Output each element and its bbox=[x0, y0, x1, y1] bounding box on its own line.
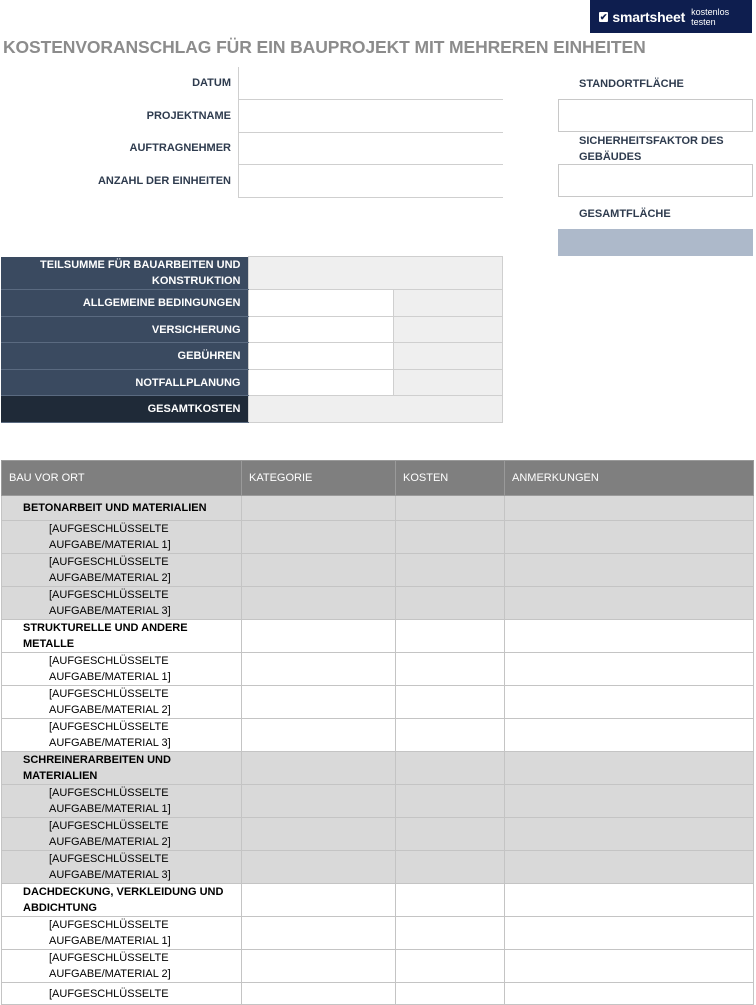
kategorie-cell[interactable] bbox=[242, 851, 396, 884]
allgemeine-rate-input[interactable] bbox=[248, 290, 393, 317]
table-row bbox=[2, 950, 754, 983]
kategorie-cell[interactable] bbox=[242, 752, 396, 785]
kategorie-cell[interactable] bbox=[242, 719, 396, 752]
anmerkungen-cell[interactable] bbox=[505, 950, 754, 983]
summary-label-allgemeine: ALLGEMEINE BEDINGUNGEN bbox=[1, 290, 248, 317]
table-row bbox=[2, 686, 754, 719]
kosten-cell[interactable] bbox=[396, 496, 505, 521]
item-cell[interactable]: [AUFGESCHLÜSSELTE AUFGABE/MATERIAL 2] bbox=[2, 554, 242, 587]
kategorie-cell[interactable] bbox=[242, 917, 396, 950]
kategorie-cell[interactable] bbox=[242, 587, 396, 620]
item-cell[interactable]: [AUFGESCHLÜSSELTE AUFGABE/MATERIAL 3] bbox=[2, 587, 242, 620]
category-cell[interactable]: BETONARBEIT UND MATERIALIEN bbox=[2, 496, 242, 521]
site-work-table bbox=[1, 460, 754, 1005]
header-anmerkungen: ANMERKUNGEN bbox=[505, 461, 754, 496]
table-row bbox=[2, 496, 754, 521]
gesamtkosten-value bbox=[248, 396, 502, 423]
summary-label-gesamtkosten: GESAMTKOSTEN bbox=[1, 396, 248, 423]
gebuehren-amount bbox=[393, 343, 502, 370]
anmerkungen-cell[interactable] bbox=[505, 851, 754, 884]
standortflaeche-field[interactable] bbox=[558, 99, 753, 132]
label-projektname: PROJEKTNAME bbox=[146, 110, 231, 122]
kategorie-cell[interactable] bbox=[242, 785, 396, 818]
kategorie-cell[interactable] bbox=[242, 686, 396, 719]
kosten-cell[interactable] bbox=[396, 554, 505, 587]
anmerkungen-cell[interactable] bbox=[505, 653, 754, 686]
anmerkungen-cell[interactable] bbox=[505, 554, 754, 587]
kosten-cell[interactable] bbox=[396, 620, 505, 653]
try-free-link[interactable]: kostenlos testen bbox=[691, 6, 730, 27]
kategorie-cell[interactable] bbox=[242, 620, 396, 653]
kosten-cell[interactable] bbox=[396, 818, 505, 851]
notfall-amount bbox=[393, 370, 502, 396]
header-bau-vor-ort: BAU VOR ORT bbox=[2, 461, 242, 496]
item-cell[interactable]: [AUFGESCHLÜSSELTE AUFGABE/MATERIAL 1] bbox=[2, 917, 242, 950]
label-auftragnehmer: AUFTRAGNEHMER bbox=[129, 142, 231, 154]
item-cell[interactable]: [AUFGESCHLÜSSELTE AUFGABE/MATERIAL 3] bbox=[2, 719, 242, 752]
anmerkungen-cell[interactable] bbox=[505, 587, 754, 620]
anmerkungen-cell[interactable] bbox=[505, 521, 754, 554]
item-cell[interactable]: [AUFGESCHLÜSSELTE AUFGABE/MATERIAL 2] bbox=[2, 818, 242, 851]
teilsumme-value bbox=[248, 257, 502, 290]
anmerkungen-cell[interactable] bbox=[505, 884, 754, 917]
kosten-cell[interactable] bbox=[396, 521, 505, 554]
kosten-cell[interactable] bbox=[396, 653, 505, 686]
header-kategorie: KATEGORIE bbox=[242, 461, 396, 496]
kategorie-cell[interactable] bbox=[242, 983, 396, 1005]
label-standortflaeche: STANDORTFLÄCHE bbox=[579, 78, 684, 90]
anmerkungen-cell[interactable] bbox=[505, 496, 754, 521]
kategorie-cell[interactable] bbox=[242, 950, 396, 983]
gesamtflaeche-value bbox=[558, 229, 753, 256]
table-row bbox=[2, 917, 754, 950]
header-kosten: KOSTEN bbox=[396, 461, 505, 496]
anmerkungen-cell[interactable] bbox=[505, 983, 754, 1005]
category-cell[interactable]: DACHDECKUNG, VERKLEIDUNG UND ABDICHTUNG bbox=[2, 884, 242, 917]
anmerkungen-cell[interactable] bbox=[505, 686, 754, 719]
kosten-cell[interactable] bbox=[396, 752, 505, 785]
kategorie-cell[interactable] bbox=[242, 884, 396, 917]
kosten-cell[interactable] bbox=[396, 686, 505, 719]
anmerkungen-cell[interactable] bbox=[505, 719, 754, 752]
versicherung-amount bbox=[393, 317, 502, 343]
allgemeine-amount bbox=[393, 290, 502, 317]
anmerkungen-cell[interactable] bbox=[505, 752, 754, 785]
category-cell[interactable]: STRUKTURELLE UND ANDERE METALLE bbox=[2, 620, 242, 653]
table-row bbox=[2, 521, 754, 554]
table-row bbox=[2, 983, 754, 1005]
gebuehren-rate-input[interactable] bbox=[248, 343, 393, 370]
table-row bbox=[2, 554, 754, 587]
kategorie-cell[interactable] bbox=[242, 653, 396, 686]
table-row bbox=[2, 752, 754, 785]
table-row bbox=[2, 851, 754, 884]
item-cell[interactable]: [AUFGESCHLÜSSELTE AUFGABE/MATERIAL 1] bbox=[2, 653, 242, 686]
kosten-cell[interactable] bbox=[396, 983, 505, 1005]
item-cell[interactable]: [AUFGESCHLÜSSELTE AUFGABE/MATERIAL 3] bbox=[2, 851, 242, 884]
kosten-cell[interactable] bbox=[396, 587, 505, 620]
table-row bbox=[2, 884, 754, 917]
kategorie-cell[interactable] bbox=[242, 521, 396, 554]
anmerkungen-cell[interactable] bbox=[505, 620, 754, 653]
table-row bbox=[2, 785, 754, 818]
kosten-cell[interactable] bbox=[396, 884, 505, 917]
versicherung-rate-input[interactable] bbox=[248, 317, 393, 343]
summary-label-teilsumme: TEILSUMME FÜR BAUARBEITEN UND KONSTRUKTION bbox=[1, 257, 248, 290]
summary-label-versicherung: VERSICHERUNG bbox=[1, 317, 248, 343]
label-datum: DATUM bbox=[192, 77, 231, 89]
table-row bbox=[2, 653, 754, 686]
sicherheitsfaktor-field[interactable] bbox=[558, 164, 753, 197]
projektname-field[interactable] bbox=[238, 100, 503, 133]
label-anzahl-einheiten: ANZAHL DER EINHEITEN bbox=[97, 175, 231, 187]
page-title: KOSTENVORANSCHLAG FÜR EIN BAUPROJEKT MIT MEHREREN EINHEITEN bbox=[3, 37, 646, 57]
table-row bbox=[2, 818, 754, 851]
kategorie-cell[interactable] bbox=[242, 818, 396, 851]
table-row bbox=[2, 719, 754, 752]
item-cell[interactable]: [AUFGESCHLÜSSELTE AUFGABE/MATERIAL 2] bbox=[2, 686, 242, 719]
auftragnehmer-field[interactable] bbox=[238, 133, 503, 165]
cost-summary-table bbox=[1, 256, 503, 423]
item-cell[interactable]: [AUFGESCHLÜSSELTE bbox=[2, 983, 242, 1005]
anmerkungen-cell[interactable] bbox=[505, 818, 754, 851]
kosten-cell[interactable] bbox=[396, 917, 505, 950]
kosten-cell[interactable] bbox=[396, 719, 505, 752]
item-cell[interactable]: [AUFGESCHLÜSSELTE AUFGABE/MATERIAL 2] bbox=[2, 950, 242, 983]
datum-field[interactable] bbox=[238, 67, 503, 100]
checkmark-logo-icon: ✔ bbox=[599, 11, 608, 22]
anzahl-einheiten-field[interactable] bbox=[238, 165, 503, 198]
summary-label-gebuehren: GEBÜHREN bbox=[1, 343, 248, 370]
kosten-cell[interactable] bbox=[396, 851, 505, 884]
label-sicherheitsfaktor: SICHERHEITSFAKTOR DES GEBÄUDES bbox=[579, 135, 724, 163]
kategorie-cell[interactable] bbox=[242, 496, 396, 521]
kategorie-cell[interactable] bbox=[242, 554, 396, 587]
kosten-cell[interactable] bbox=[396, 950, 505, 983]
kosten-cell[interactable] bbox=[396, 785, 505, 818]
summary-label-notfall: NOTFALLPLANUNG bbox=[1, 370, 248, 396]
smartsheet-banner[interactable] bbox=[590, 0, 752, 33]
label-gesamtflaeche: GESAMTFLÄCHE bbox=[579, 208, 671, 220]
anmerkungen-cell[interactable] bbox=[505, 785, 754, 818]
brand-name: smartsheet bbox=[612, 8, 686, 25]
item-cell[interactable]: [AUFGESCHLÜSSELTE AUFGABE/MATERIAL 1] bbox=[2, 785, 242, 818]
item-cell[interactable]: [AUFGESCHLÜSSELTE AUFGABE/MATERIAL 1] bbox=[2, 521, 242, 554]
notfall-rate-input[interactable] bbox=[248, 370, 393, 396]
category-cell[interactable]: SCHREINERARBEITEN UND MATERIALIEN bbox=[2, 752, 242, 785]
table-row bbox=[2, 620, 754, 653]
anmerkungen-cell[interactable] bbox=[505, 917, 754, 950]
table-row bbox=[2, 587, 754, 620]
